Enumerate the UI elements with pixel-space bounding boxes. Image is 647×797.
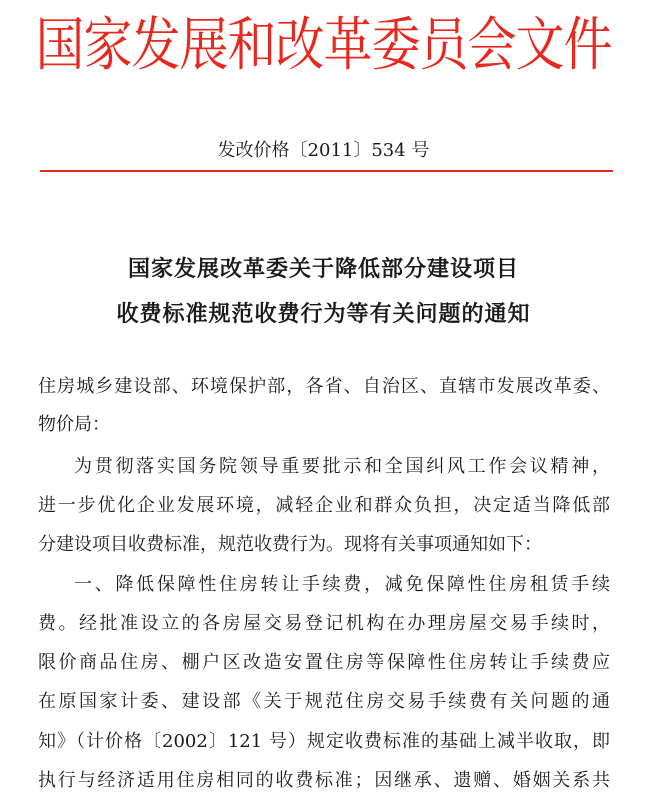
notice-title-line-2: 收费标准规范收费行为等有关问题的通知	[116, 302, 531, 327]
body-text-line: 一、降低保障性住房转让手续费，减免保障性住房租赁手续	[74, 574, 610, 595]
issuing-authority-heading: 国家发展和改革委员会文件	[35, 11, 612, 79]
notice-title-line-1: 国家发展改革委关于降低部分建设项目	[127, 257, 519, 282]
addressee-line: 物价局：	[38, 414, 110, 435]
body-text-line: 限价商品住房、棚户区改造安置住房等保障性住房转让手续费应	[38, 652, 610, 673]
body-text-line: 执行与经济适用住房相同的收费标准；因继承、遗赠、婚姻关系共	[38, 770, 610, 791]
body-text-line: 费。经批准设立的各房屋交易登记机构在办理房屋交易手续时，	[38, 613, 610, 634]
body-text-line: 分建设项目收费标准，规范收费行为。现将有关事项通知如下：	[38, 534, 542, 555]
body-text-line: 在原国家计委、建设部《关于规范住房交易手续费有关问题的通	[38, 691, 610, 712]
document-number: 发改价格〔2011〕534 号	[217, 140, 430, 161]
red-separator-line	[40, 170, 613, 172]
body-text-line: 知》（计价格〔2002〕121 号）规定收费标准的基础上减半收取，即	[38, 731, 610, 752]
body-text-line: 为贯彻落实国务院领导重要批示和全国纠风工作会议精神，	[74, 456, 610, 477]
addressee-line: 住房城乡建设部、环境保护部，各省、自治区、直辖市发展改革委、	[38, 376, 610, 397]
body-text-line: 进一步优化企业发展环境，减轻企业和群众负担，决定适当降低部	[38, 495, 610, 516]
